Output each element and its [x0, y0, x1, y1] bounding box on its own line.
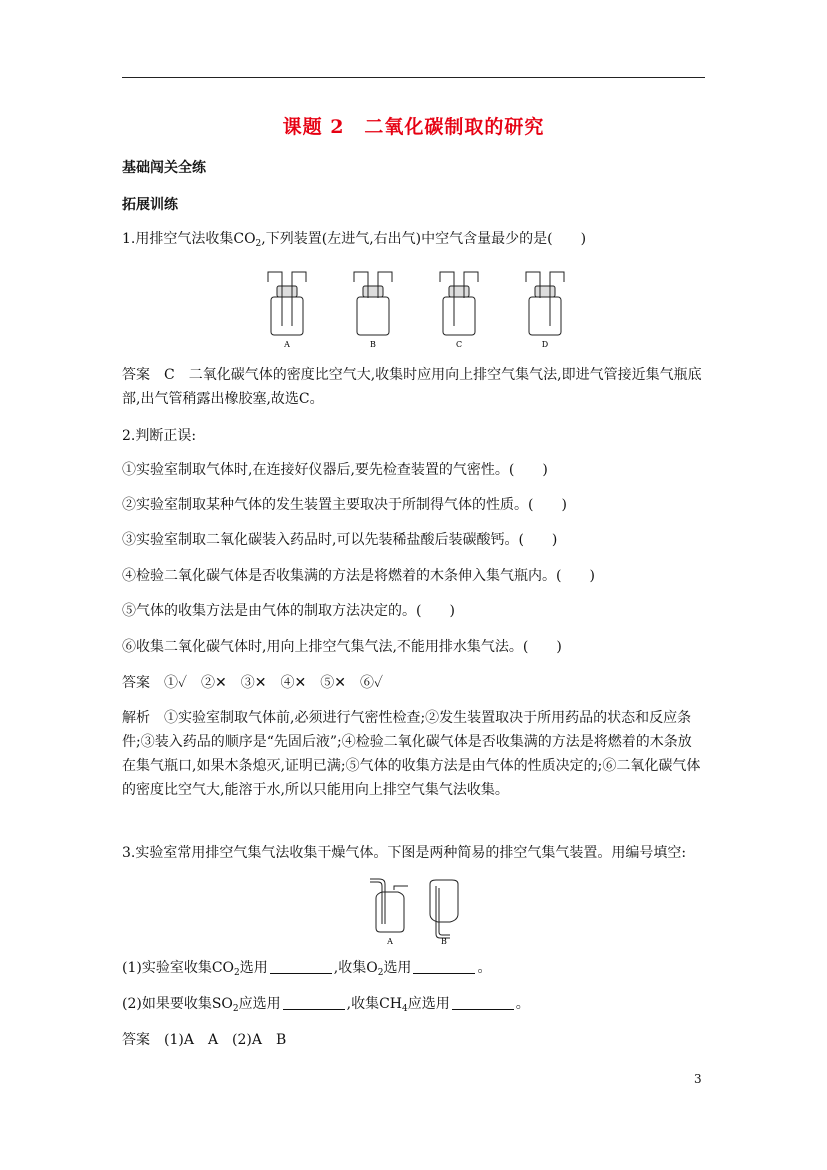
- judgement-item-1: ①实验室制取气体时,在连接好仪器后,要先检查装置的气密性。( ): [122, 462, 548, 478]
- bottle-a: [268, 272, 306, 335]
- bottle-c: [440, 272, 478, 335]
- judgement-item-3: ③实验室制取二氧化碳装入药品时,可以先装稀盐酸后装碳酸钙。( ): [122, 532, 558, 548]
- label-b: B: [370, 340, 376, 349]
- blank-so2[interactable]: [283, 995, 345, 1010]
- label-c: C: [455, 340, 463, 349]
- question-3-part-2: (2)如果要收集$SO_2$应选用 ,收集$CH_4$应选用 。: [122, 996, 530, 1014]
- section-heading: 基础闯关全练: [122, 160, 206, 176]
- subsection-heading: 拓展训练: [122, 197, 178, 213]
- label-a: A: [284, 340, 290, 349]
- page-number: 3: [694, 1072, 702, 1086]
- blank-ch4[interactable]: [452, 995, 514, 1010]
- question-1-stem: 1.用排空气法收集$CO_2$,下列装置(左进气,右出气)中空气含量最少的是( ): [122, 231, 587, 249]
- answer-2: 答案 ①✓ ②✕ ③✕ ④✕ ⑤✕ ⑥✓: [122, 675, 383, 691]
- judgement-item-4: ④检验二氧化碳气体是否收集满的方法是将燃着的木条伸入集气瓶内。( ): [122, 568, 595, 584]
- collector-label-a: A: [387, 937, 393, 946]
- collector-b: [430, 880, 458, 938]
- collector-label-b: B: [441, 937, 447, 946]
- question-3-stem: 3.实验室常用排空气集气法收集干燥气体。下图是两种简易的排空气集气装置。用编号填空:: [122, 845, 687, 861]
- page-title: 课题 2 二氧化碳制取的研究: [282, 116, 545, 138]
- bottle-b: [354, 272, 392, 335]
- analysis-2: 解析 ①实验室制取气体前,必须进行气密性检查;②发生装置取决于所用药品的状态和反应条件;③装入药品的顺序是“先固后液”;④检验二氧化碳气体是否收集满的方法是将燃着的木条放在集气瓶口,如果木条熄灭,证明已满;⑤气体的收集方法是由气体的性质决定的;⑥二氧化碳气体的密度比空气大,能溶于水,所以只能用向上排空气集气法收集。: [122, 710, 701, 798]
- answer-1: 答案 C 二氧化碳气体的密度比空气大,收集时应用向上排空气集气法,即进气管接近集气瓶底部,出气管稍露出橡胶塞,故选C。: [122, 367, 702, 407]
- judgement-item-6: ⑥收集二氧化碳气体时,用向上排空气集气法,不能用排水集气法。( ): [122, 639, 562, 655]
- answer-3: 答案 (1)A A (2)A B: [122, 1032, 287, 1048]
- label-d: D: [541, 340, 549, 349]
- blank-co2[interactable]: [270, 959, 332, 974]
- bottle-d: [526, 272, 564, 335]
- collector-a: [370, 879, 408, 932]
- blank-o2[interactable]: [413, 959, 475, 974]
- figure-four-bottles: [262, 268, 572, 350]
- question-2-stem: 2.判断正误:: [122, 428, 197, 444]
- header-rule: [122, 77, 705, 78]
- judgement-item-5: ⑤气体的收集方法是由气体的制取方法决定的。( ): [122, 603, 455, 619]
- question-3-part-1: (1)实验室收集$CO_2$选用 ,收集$O_2$选用 。: [122, 960, 492, 978]
- judgement-item-2: ②实验室制取某种气体的发生装置主要取决于所制得气体的性质。( ): [122, 497, 567, 513]
- figure-two-collectors: [368, 876, 468, 946]
